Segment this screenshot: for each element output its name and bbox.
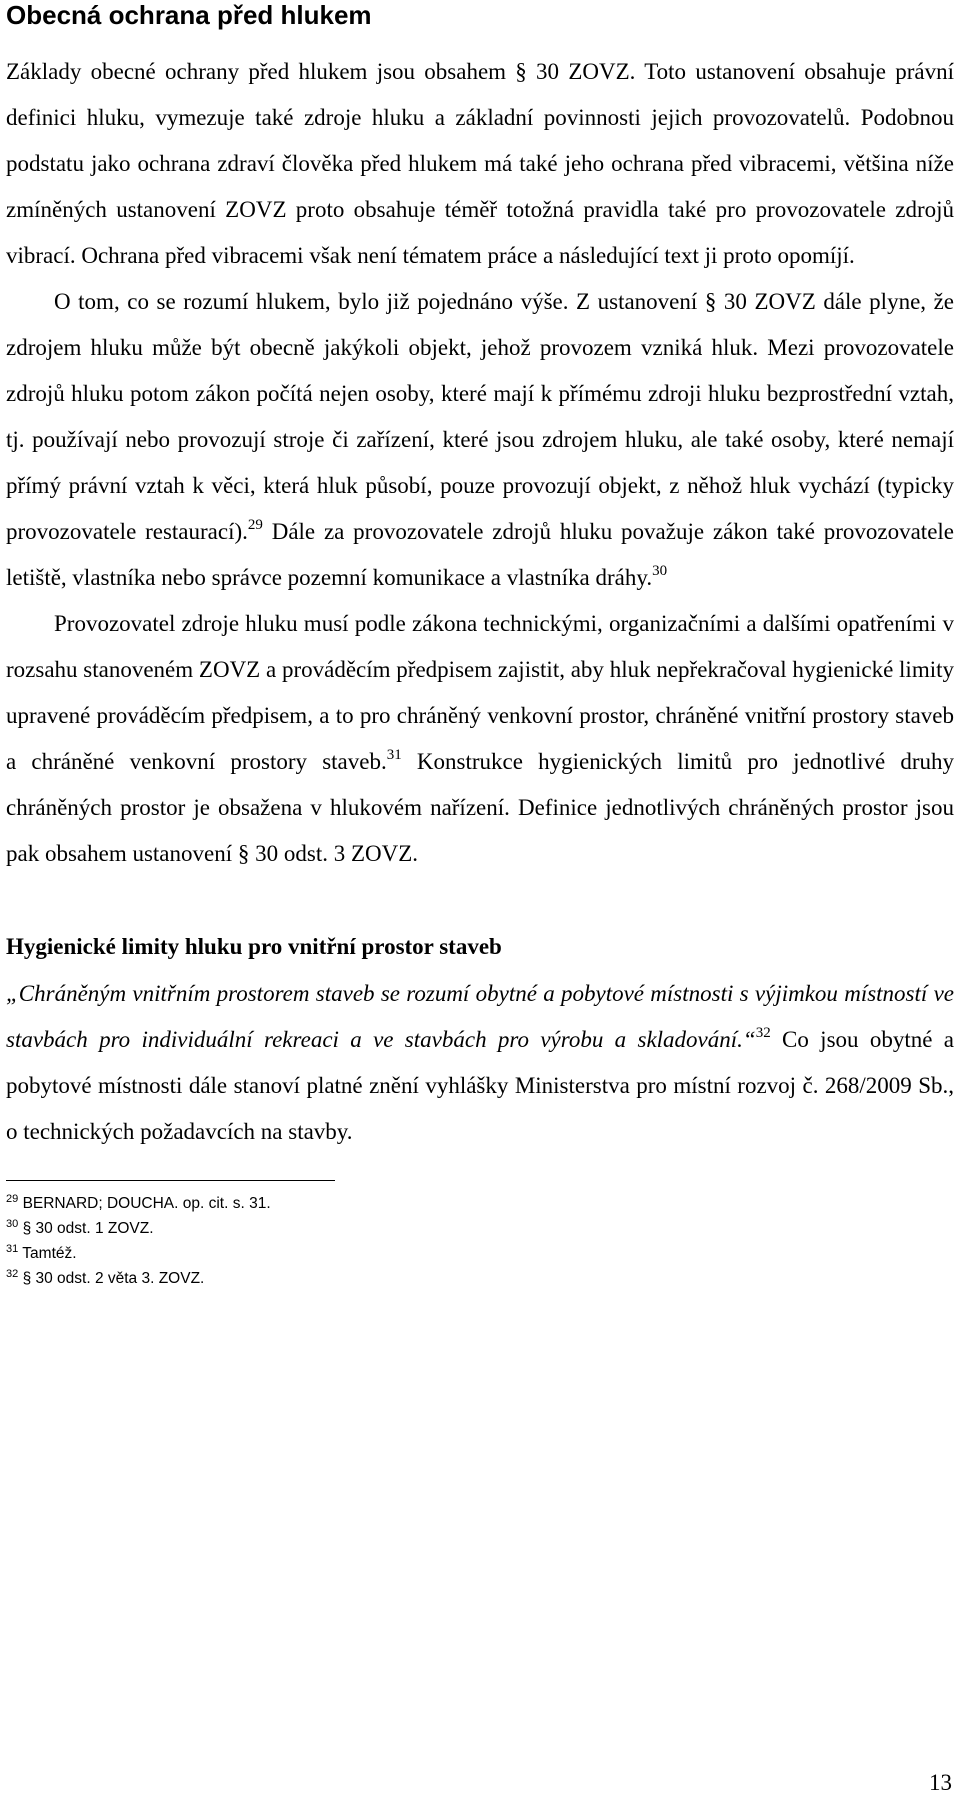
paragraph-interior-space	[6, 971, 954, 1155]
footnote-text: § 30 odst. 2 věta 3. ZOVZ.	[22, 1270, 205, 1287]
footnote-ref-31[interactable]: 31	[386, 747, 402, 763]
footnote-number: 29	[6, 1193, 19, 1205]
paragraph-noise-sources-text-b: Dále za provozovatele zdrojů hluku považuje zákon také provozovatele letiště, vlastníka nebo správce pozemní komunikace a vlastníka dráhy.	[6, 519, 954, 590]
document-page	[6, 0, 954, 1291]
footnote-ref-30[interactable]: 30	[652, 563, 668, 579]
footnote-item	[6, 1191, 954, 1216]
footnote-number: 30	[6, 1218, 19, 1230]
section-heading: Obecná ochrana před hlukem	[6, 0, 372, 30]
footnote-item	[6, 1216, 954, 1241]
footnote-item	[6, 1241, 954, 1266]
footnote-ref-29[interactable]: 29	[247, 517, 263, 533]
footnote-text: BERNARD; DOUCHA. op. cit. s. 31.	[22, 1195, 271, 1212]
subsection-heading: Hygienické limity hluku pro vnitřní prostor staveb	[6, 934, 502, 959]
paragraph-operator-duties-text-a: Provozovatel zdroje hluku musí podle zákona technickými, organizačními a dalšími opatřeními v rozsahu stanoveném ZOVZ a prováděcím předpisem zajistit, aby hluk nepřekračoval hygienické limity upravené prováděcím předpisem, a to pro chráněný venkovní prostor, chráněné vnitřní prostory staveb a chráněné venkovní prostory staveb.	[6, 611, 954, 774]
footnote-text: § 30 odst. 1 ZOVZ.	[22, 1220, 154, 1237]
paragraph-intro: Základy obecné ochrany před hlukem jsou obsahem § 30 ZOVZ. Toto ustanovení obsahuje právní definici hluku, vymezuje také zdroje hluku a základní povinnosti jejich provozovatelů. Podobnou podstatu jako ochrana zdraví člověka před hlukem má také jeho ochrana před vibracemi, většina níže zmíněných ustanovení ZOVZ proto obsahuje téměř totožná pravidla také pro provozovatele zdrojů vibrací. Ochrana před vibracemi však není tématem práce a následující text ji proto opomíjí.	[6, 59, 954, 268]
footnote-ref-32[interactable]: 32	[755, 1025, 771, 1041]
page-number: 13	[929, 1770, 952, 1795]
footnote-divider	[6, 1180, 335, 1181]
paragraph-operator-duties-text-b: Konstrukce hygienických limitů pro jednotlivé druhy chráněných prostor je obsažena v hlukovém nařízení. Definice jednotlivých chráněných prostor jsou pak obsahem ustanovení § 30 odst. 3 ZOVZ.	[6, 749, 955, 866]
footnote-number: 32	[6, 1268, 19, 1280]
footnote-text: Tamtéž.	[22, 1245, 77, 1262]
paragraph-noise-sources	[6, 279, 954, 601]
paragraph-noise-sources-text-a: O tom, co se rozumí hlukem, bylo již pojednáno výše. Z ustanovení § 30 ZOVZ dále plyne, že zdrojem hluku může být obecně jakýkoli objekt, jehož provozem vzniká hluk. Mezi provozovatele zdrojů hluku potom zákon počítá nejen osoby, které mají k přímému zdroji hluku bezprostřední vztah, tj. používají nebo provozují stroje či zařízení, které jsou zdrojem hluku, ale také osoby, které nemají přímý právní vztah k věci, která hluk působí, pouze provozují objekt, z něhož hluk vychází (typicky provozovatele restaurací).	[6, 289, 954, 544]
paragraph-interior-space-text: Co jsou obytné a pobytové místnosti dále stanoví platné znění vyhlášky Ministerstva pro místní rozvoj č. 268/2009 Sb., o technických požadavcích na stavby.	[6, 1027, 954, 1144]
footnote-item	[6, 1266, 954, 1291]
paragraph-operator-duties	[6, 601, 954, 877]
footnote-number: 31	[6, 1243, 19, 1255]
footnotes	[6, 1191, 954, 1291]
legal-quote: „Chráněným vnitřním prostorem staveb se rozumí obytné a pobytové místnosti s výjimkou místností ve stavbách pro individuální rekreaci a ve stavbách pro výrobu a skladování.“	[6, 981, 954, 1052]
